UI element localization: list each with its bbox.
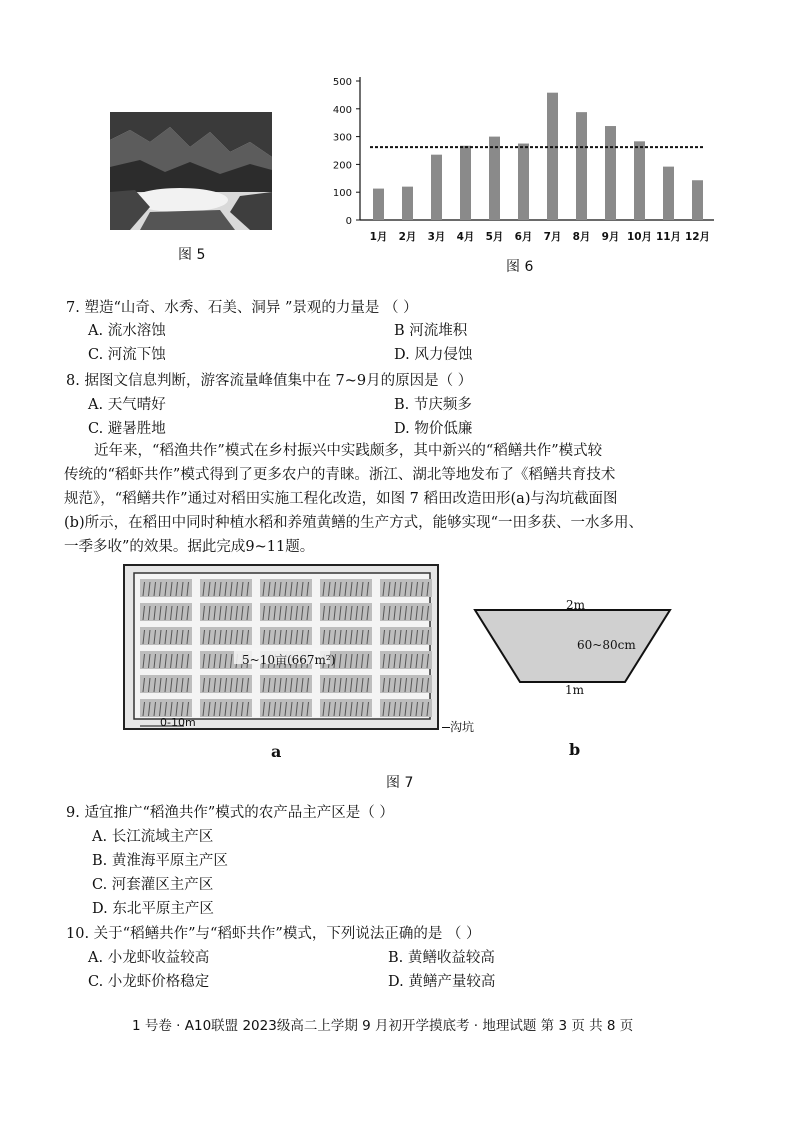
top-width-label: 2m [566, 598, 586, 612]
question-7-option-a: A. 流水溶蚀 [88, 323, 166, 339]
x-tick-label-11月: 11月 [655, 231, 682, 243]
question-10-option-c: C. 小龙虾价格稳定 [88, 974, 210, 990]
passage-line-1: 近年来，“稻渔共作”模式在乡村振兴中实践颇多，其中新兴的“稻鳝共作”模式较 [94, 443, 603, 459]
bar-1月 [373, 189, 384, 220]
figure5-caption: 图 5 [178, 247, 206, 263]
y-tick-label-300: 300 [332, 132, 352, 144]
x-tick-label-10月: 10月 [626, 231, 653, 243]
figure6-chart [322, 72, 722, 252]
page-footer: 1 号卷 · A10联盟 2023级高二上学期 9 月初开学摸底考 · 地理试题 第 3 页 共 8 页 [132, 1018, 634, 1034]
y-tick-label-100: 100 [332, 188, 352, 200]
figure5-photo [110, 112, 272, 230]
figure6-caption: 图 6 [506, 259, 534, 275]
ditch-label: 沟坑 [450, 720, 475, 734]
x-tick-label-4月: 4月 [456, 231, 475, 243]
bar-5月 [489, 137, 500, 220]
question-8-option-b: B. 节庆频多 [394, 397, 472, 413]
bar-12月 [692, 180, 703, 220]
question-10-option-b: B. 黄鳝收益较高 [388, 950, 495, 966]
x-tick-label-9月: 9月 [601, 231, 620, 243]
question-8-option-a: A. 天气晴好 [88, 397, 166, 413]
x-tick-label-6月: 6月 [514, 231, 533, 243]
question-7-option-c: C. 河流下蚀 [88, 347, 166, 363]
figure7b-label: b [569, 740, 581, 759]
question-10-option-d: D. 黄鳝产量较高 [388, 974, 496, 990]
x-tick-label-1月: 1月 [369, 231, 388, 243]
question-8-stem: 8. 据图文信息判断，游客流量峰值集中在 7~9月的原因是（ ） [66, 373, 473, 389]
x-tick-label-7月: 7月 [543, 231, 562, 243]
field-plan-diagram [122, 563, 442, 733]
passage-line-5: 一季多收”的效果。据此完成9~11题。 [64, 539, 315, 555]
karst-landscape-illustration [110, 112, 272, 230]
bar-7月 [547, 93, 558, 220]
passage-line-3: 规范》，“稻鳝共作”通过对稻田实施工程化改造，如图 7 稻田改造田形(a)与沟坑截面图 [64, 491, 618, 507]
bar-6月 [518, 144, 529, 220]
y-tick-label-200: 200 [332, 160, 352, 172]
question-7-stem: 7. 塑造“山奇、水秀、石美、洞异 ”景观的力量是 （ ） [66, 300, 418, 316]
bar-9月 [605, 126, 616, 220]
x-tick-label-8月: 8月 [572, 231, 591, 243]
y-tick-label-400: 400 [332, 104, 352, 116]
passage-line-2: 传统的“稻虾共作”模式得到了更多农户的青睐。浙江、湖北等地发布了《稻鳝共育技术 [64, 467, 616, 483]
question-10-option-a: A. 小龙虾收益较高 [88, 950, 210, 966]
y-tick-label-500: 500 [332, 77, 352, 88]
question-8-option-d: D. 物价低廉 [394, 421, 473, 437]
figure7a-field-plan [122, 563, 442, 733]
question-9-option-d: D. 东北平原主产区 [92, 901, 214, 917]
question-9-option-c: C. 河套灌区主产区 [92, 877, 214, 893]
bar-4月 [460, 146, 471, 220]
bar-8月 [576, 112, 587, 220]
ditch-width-label: 0-10m [160, 716, 196, 729]
bar-10月 [634, 141, 645, 220]
passage-line-4: (b)所示，在稻田中同时种植水稻和养殖黄鳝的生产方式，能够实现“一田多获、一水多用、 [64, 515, 644, 531]
x-tick-label-12月: 12月 [684, 231, 711, 243]
question-10-stem: 10. 关于“稻鳝共作”与“稻虾共作”模式，下列说法正确的是 （ ） [66, 926, 481, 942]
bar-2月 [402, 187, 413, 220]
question-9-option-a: A. 长江流域主产区 [92, 829, 214, 845]
field-area-label: 5~10亩(667m²) [242, 653, 336, 667]
bar-3月 [431, 155, 442, 220]
question-9-stem: 9. 适宜推广“稻渔共作”模式的农产品主产区是（ ） [66, 805, 394, 821]
question-8-option-c: C. 避暑胜地 [88, 421, 166, 437]
question-7-option-b: B 河流堆积 [394, 323, 468, 339]
figure7a-label: a [271, 742, 282, 761]
x-tick-label-2月: 2月 [398, 231, 417, 243]
bar-11月 [663, 167, 674, 220]
y-tick-label-0: 0 [345, 216, 352, 227]
x-tick-label-5月: 5月 [485, 231, 504, 243]
question-9-option-b: B. 黄淮海平原主产区 [92, 853, 228, 869]
ditch-leader-line [442, 727, 450, 728]
x-tick-label-3月: 3月 [427, 231, 446, 243]
bottom-width-label: 1m [565, 683, 585, 697]
question-7-option-d: D. 风力侵蚀 [394, 347, 473, 363]
depth-label: 60~80cm [577, 638, 636, 652]
figure7-caption: 图 7 [386, 775, 414, 791]
